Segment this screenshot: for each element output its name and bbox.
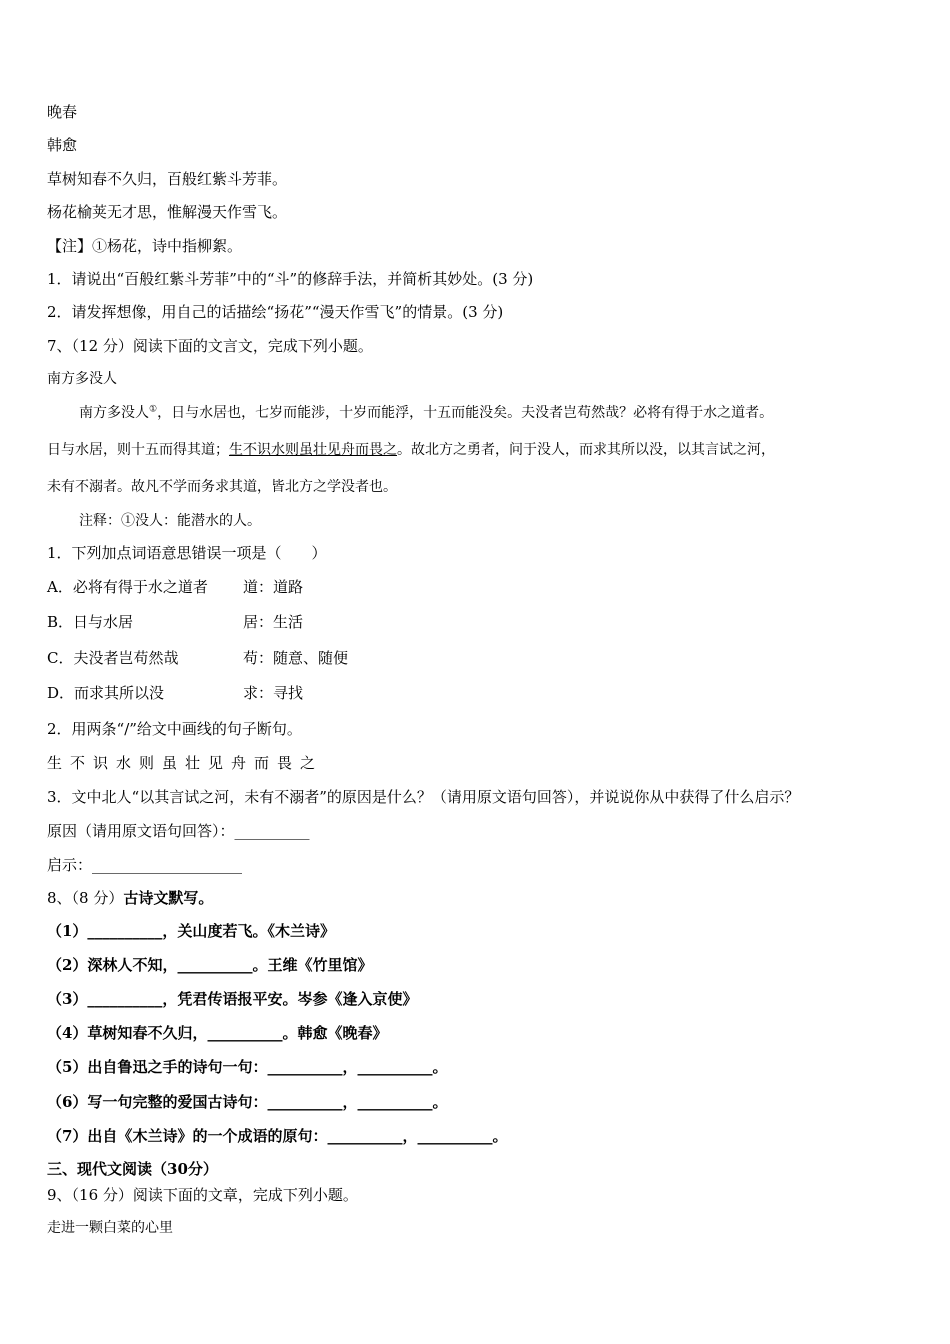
option-text: B．日与水居 [47, 613, 134, 631]
option-meaning: 居：生活 [243, 613, 304, 631]
option-meaning: 道：道路 [243, 578, 304, 596]
poem-line-1: 草树知春不久归，百般红紫斗芳菲。 [47, 170, 288, 188]
q8-item-5: （5）出自鲁迅之手的诗句一句：__________，__________。 [47, 1058, 448, 1076]
passage-text: 日与水居，则十五而得其道； [47, 442, 229, 458]
poem-line-2: 杨花榆荚无才思，惟解漫天作雪飞。 [47, 203, 288, 221]
q7-passage-line-3: 未有不溺者。故凡不学而务求其道，皆北方之学没者也。 [47, 479, 397, 495]
option-d [47, 683, 303, 703]
q7-sub-question-1: 1．下列加点词语意思错误一项是（ ） [47, 544, 327, 562]
q7-reason-blank: 原因（请用原文语句回答）：__________ [47, 822, 310, 840]
option-meaning: 苟：随意、随便 [243, 649, 349, 667]
q7-sentence-to-punctuate: 生不识水则虽壮见舟而畏之 [47, 754, 324, 772]
q8-title: 古诗文默写。 [123, 889, 214, 907]
option-text: D．而求其所以没 [47, 684, 165, 702]
q7-title: 南方多没人 [47, 371, 117, 387]
q8-item-4: （4）草树知春不久归，__________。韩愈《晚春》 [47, 1024, 388, 1042]
passage-text: 南方多没人 [79, 405, 149, 421]
passage-text: 。故北方之勇者，问于没人，而求其所以没，以其言试之河， [397, 442, 775, 458]
poem-question-2: 2．请发挥想像，用自己的话描绘“扬花”“漫天作雪飞”的情景。(3 分) [47, 303, 504, 321]
q8-item-2: （2）深林人不知，__________。王维《竹里馆》 [47, 956, 373, 974]
q8-item-6: （6）写一句完整的爱国古诗句：__________，__________。 [47, 1093, 448, 1111]
option-a [47, 577, 303, 597]
q7-header: 7、（12 分）阅读下面的文言文，完成下列小题。 [47, 337, 373, 355]
q7-sub-question-3: 3．文中北人“以其言试之河，未有不溺者”的原因是什么？（请用原文语句回答），并说说你从中获得了什么启示？ [47, 788, 800, 806]
q9-header: 9、（16 分）阅读下面的文章，完成下列小题。 [47, 1186, 358, 1204]
q8-item-1: （1）__________，关山度若飞。《木兰诗》 [47, 922, 335, 940]
q7-passage-line-2 [47, 440, 775, 460]
q7-sub-question-2: 2．用两条“/”给文中画线的句子断句。 [47, 720, 302, 738]
poem-author: 韩愈 [47, 136, 78, 154]
article-title: 走进一颗白菜的心里 [47, 1220, 173, 1236]
section-3-title: 三、现代文阅读（30分） [47, 1160, 218, 1178]
option-b [47, 612, 303, 632]
option-text: C．夫没者岂苟然哉 [47, 649, 179, 667]
underlined-sentence: 生不识水则虽壮见舟而畏之 [229, 442, 397, 458]
q8-score: 8、（8 分） [47, 889, 124, 907]
q7-note: 注释：①没人：能潜水的人。 [79, 513, 261, 529]
poem-title: 晚春 [47, 103, 78, 121]
q7-insight-blank: 启示：____________________ [47, 856, 243, 874]
poem-note: 【注】①杨花，诗中指柳絮。 [47, 237, 243, 255]
option-text: A．必将有得于水之道者 [47, 578, 208, 596]
footnote-marker: ① [149, 404, 158, 415]
option-meaning: 求：寻找 [243, 684, 304, 702]
q8-header [47, 888, 213, 908]
passage-text: ，日与水居也，七岁而能涉，十岁而能浮，十五而能没矣。夫没者岂苟然哉？必将有得于水之道者。 [157, 405, 774, 421]
option-c [47, 648, 348, 668]
q8-item-7: （7）出自《木兰诗》的一个成语的原句：__________，__________。 [47, 1127, 508, 1145]
poem-question-1: 1．请说出“百般红紫斗芳菲”中的“斗”的修辞手法，并简析其妙处。(3 分) [47, 270, 534, 288]
q8-item-3: （3）__________，凭君传语报平安。岑参《逢入京使》 [47, 990, 418, 1008]
q7-passage-line-1 [79, 403, 773, 423]
